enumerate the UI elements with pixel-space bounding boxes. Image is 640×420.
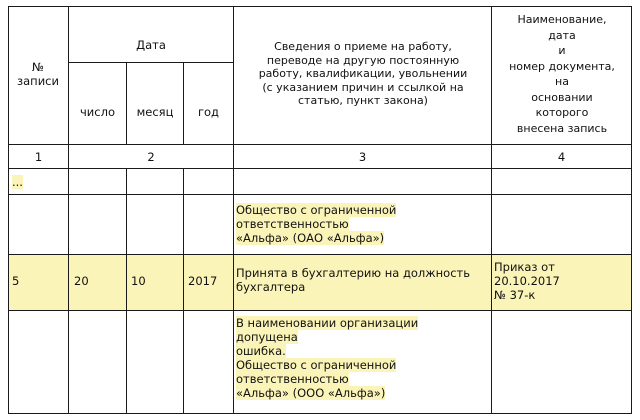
date-subheader-line <box>68 62 233 63</box>
header-employment-info: Сведения о приеме на работу, переводе на другую постоянную работу, квалификации, увольнении (с указанием причин и ссылкой на статью, пункт закона) <box>258 40 468 107</box>
col-line-day-month-header <box>126 62 127 145</box>
table-border-right <box>631 6 632 414</box>
header-day: число <box>80 105 115 119</box>
entry-day: 20 <box>74 274 89 288</box>
entry-month: 10 <box>131 274 146 288</box>
col-number-row-line <box>8 168 632 169</box>
entry-document-text: Приказ от 20.10.2017 № 37-к <box>494 260 560 302</box>
entry-row-line <box>8 310 632 311</box>
col-line-1 <box>68 6 69 414</box>
org-name-text: Общество с ограниченной ответственностью «Альфа» (ОАО «Альфа») <box>236 203 397 245</box>
employment-record-table <box>8 6 632 414</box>
col-number-2: 2 <box>147 150 155 164</box>
col-line-3 <box>491 6 492 414</box>
col-line-2 <box>233 6 234 414</box>
header-year: год <box>197 105 220 119</box>
entry-info-text: Принята в бухгалтерию на должность бухгалтера <box>236 266 470 294</box>
entry-record-number: 5 <box>12 274 20 288</box>
table-border-bottom <box>8 413 632 414</box>
header-month: месяц <box>136 105 174 119</box>
table-border-left <box>8 6 9 414</box>
table-border-top <box>8 6 632 7</box>
ellipsis-row-line <box>8 194 632 195</box>
header-bottom-line <box>8 144 632 145</box>
correction-text: В наименовании организации допущена ошибка. Общество с ограниченной ответственностью «Альфа» (ООО «Альфа») <box>236 316 419 400</box>
col-number-4: 4 <box>557 150 566 164</box>
col-line-month-year-header <box>183 62 184 145</box>
col-number-3: 3 <box>358 150 367 164</box>
header-date: Дата <box>136 38 166 52</box>
ellipsis-marker: ... <box>12 175 23 189</box>
header-document: Наименование, дата и номер документа, на основании которого внесена запись <box>509 13 615 135</box>
col-number-1: 1 <box>34 150 43 164</box>
entry-year: 2017 <box>188 274 218 288</box>
header-record-number: № записи <box>17 60 59 88</box>
